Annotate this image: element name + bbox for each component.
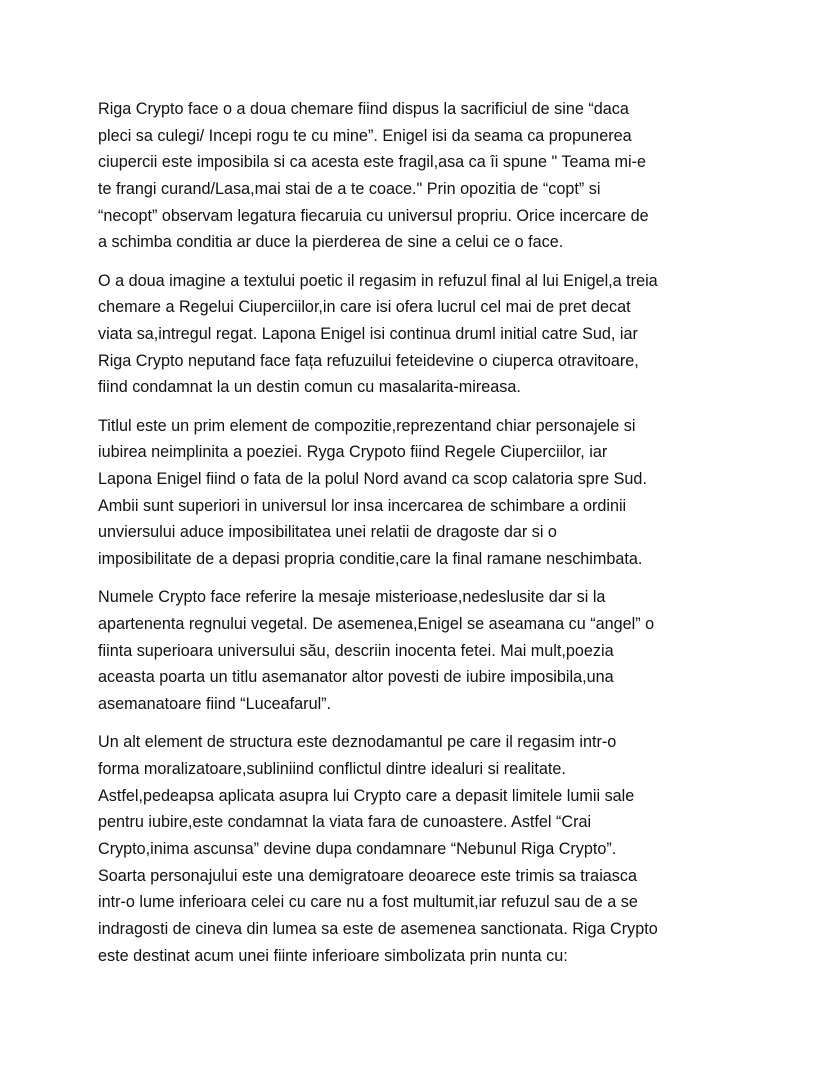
document-page (98, 96, 758, 981)
text-line: indragosti de cineva din lumea sa este de asemenea sanctionata. Riga Crypto (98, 919, 658, 938)
paragraph (98, 584, 758, 717)
text-line: Numele Crypto face referire la mesaje misterioase,nedeslusite dar si la (98, 588, 606, 607)
text-line: viata sa,intregul regat. Lapona Enigel isi continua druml initial catre Sud, iar (98, 325, 638, 343)
text-line: ciupercii este imposibila si ca acesta este fragil,asa ca îi spune " Teama mi-e (98, 153, 646, 172)
text-line: Riga Crypto face o a doua chemare fiind dispus la sacrificiul de sine “daca (98, 100, 629, 118)
text-line: forma moralizatoare,subliniind conflictul dintre idealuri si realitate. (98, 759, 566, 778)
text-line: fiinta superioara universului său, descriin inocenta fetei. Mai mult,poezia (98, 641, 614, 660)
text-line: Ambii sunt superiori in universul lor insa incercarea de schimbare a ordinii (98, 496, 627, 515)
text-line: pentru iubire,este condamnat la viata fara de cunoastere. Astfel “Crai (98, 813, 592, 832)
text-line: apartenenta regnului vegetal. De asemenea,Enigel se aseamana cu “angel” o (98, 614, 655, 633)
text-line: este destinat acum unei fiinte inferioare simbolizata prin nunta cu: (98, 946, 568, 965)
text-line: intr-o lume inferioara celei cu care nu a fost multumit,iar refuzul sau de a se (98, 893, 638, 912)
text-line: Un alt element de structura este deznodamantul pe care il regasim intr-o (98, 733, 617, 752)
text-line: unviersului aduce imposibilitatea unei relatii de dragoste dar si o (98, 523, 557, 542)
text-line: fiind condamnat la un destin comun cu masalarita-mireasa. (98, 378, 521, 397)
text-line: imposibilitate de a depasi propria conditie,care la final ramane neschimbata. (98, 550, 643, 568)
text-line: Lapona Enigel fiind o fata de la polul Nord avand ca scop calatoria spre Sud. (98, 469, 647, 488)
paragraph (98, 729, 758, 969)
text-line: O a doua imagine a textului poetic il regasim in refuzul final al lui Enigel,a treia (98, 271, 658, 290)
text-line: “necopt” observam legatura fiecaruia cu universul propriu. Orice incercare de (98, 206, 649, 225)
text-line: aceasta poarta un titlu asemanator altor povesti de iubire imposibila,una (98, 668, 614, 687)
text-line: Soarta personajului este una demigratoare deoarece este trimis sa traiasca (98, 866, 637, 885)
text-line: asemanatoare fiind “Luceafarul”. (98, 694, 332, 713)
paragraph (98, 268, 758, 401)
text-line: iubirea neimplinita a poeziei. Ryga Crypoto fiind Regele Ciuperciilor, iar (98, 443, 608, 462)
text-line: Astfel,pedeapsa aplicata asupra lui Crypto care a depasit limitele lumii sale (98, 786, 635, 805)
text-line: pleci sa culegi/ Incepi rogu te cu mine”. Enigel isi da seama ca propunerea (98, 126, 632, 145)
text-line: Titlul este un prim element de compozitie,reprezentand chiar personajele si (98, 416, 636, 435)
paragraph (98, 96, 758, 256)
text-line: a schimba conditia ar duce la pierderea de sine a celui ce o face. (98, 233, 564, 252)
text-line: Crypto,inima ascunsa” devine dupa condamnare “Nebunul Riga Crypto”. (98, 839, 617, 858)
text-line: Riga Crypto neputand face fața refuzuilui feteidevine o ciuperca otravitoare, (98, 351, 639, 370)
text-line: te frangi curand/Lasa,mai stai de a te coace." Prin opozitia de “copt” si (98, 180, 601, 199)
paragraph (98, 413, 758, 573)
text-line: chemare a Regelui Ciuperciilor,in care isi ofera lucrul cel mai de pret decat (98, 298, 631, 317)
